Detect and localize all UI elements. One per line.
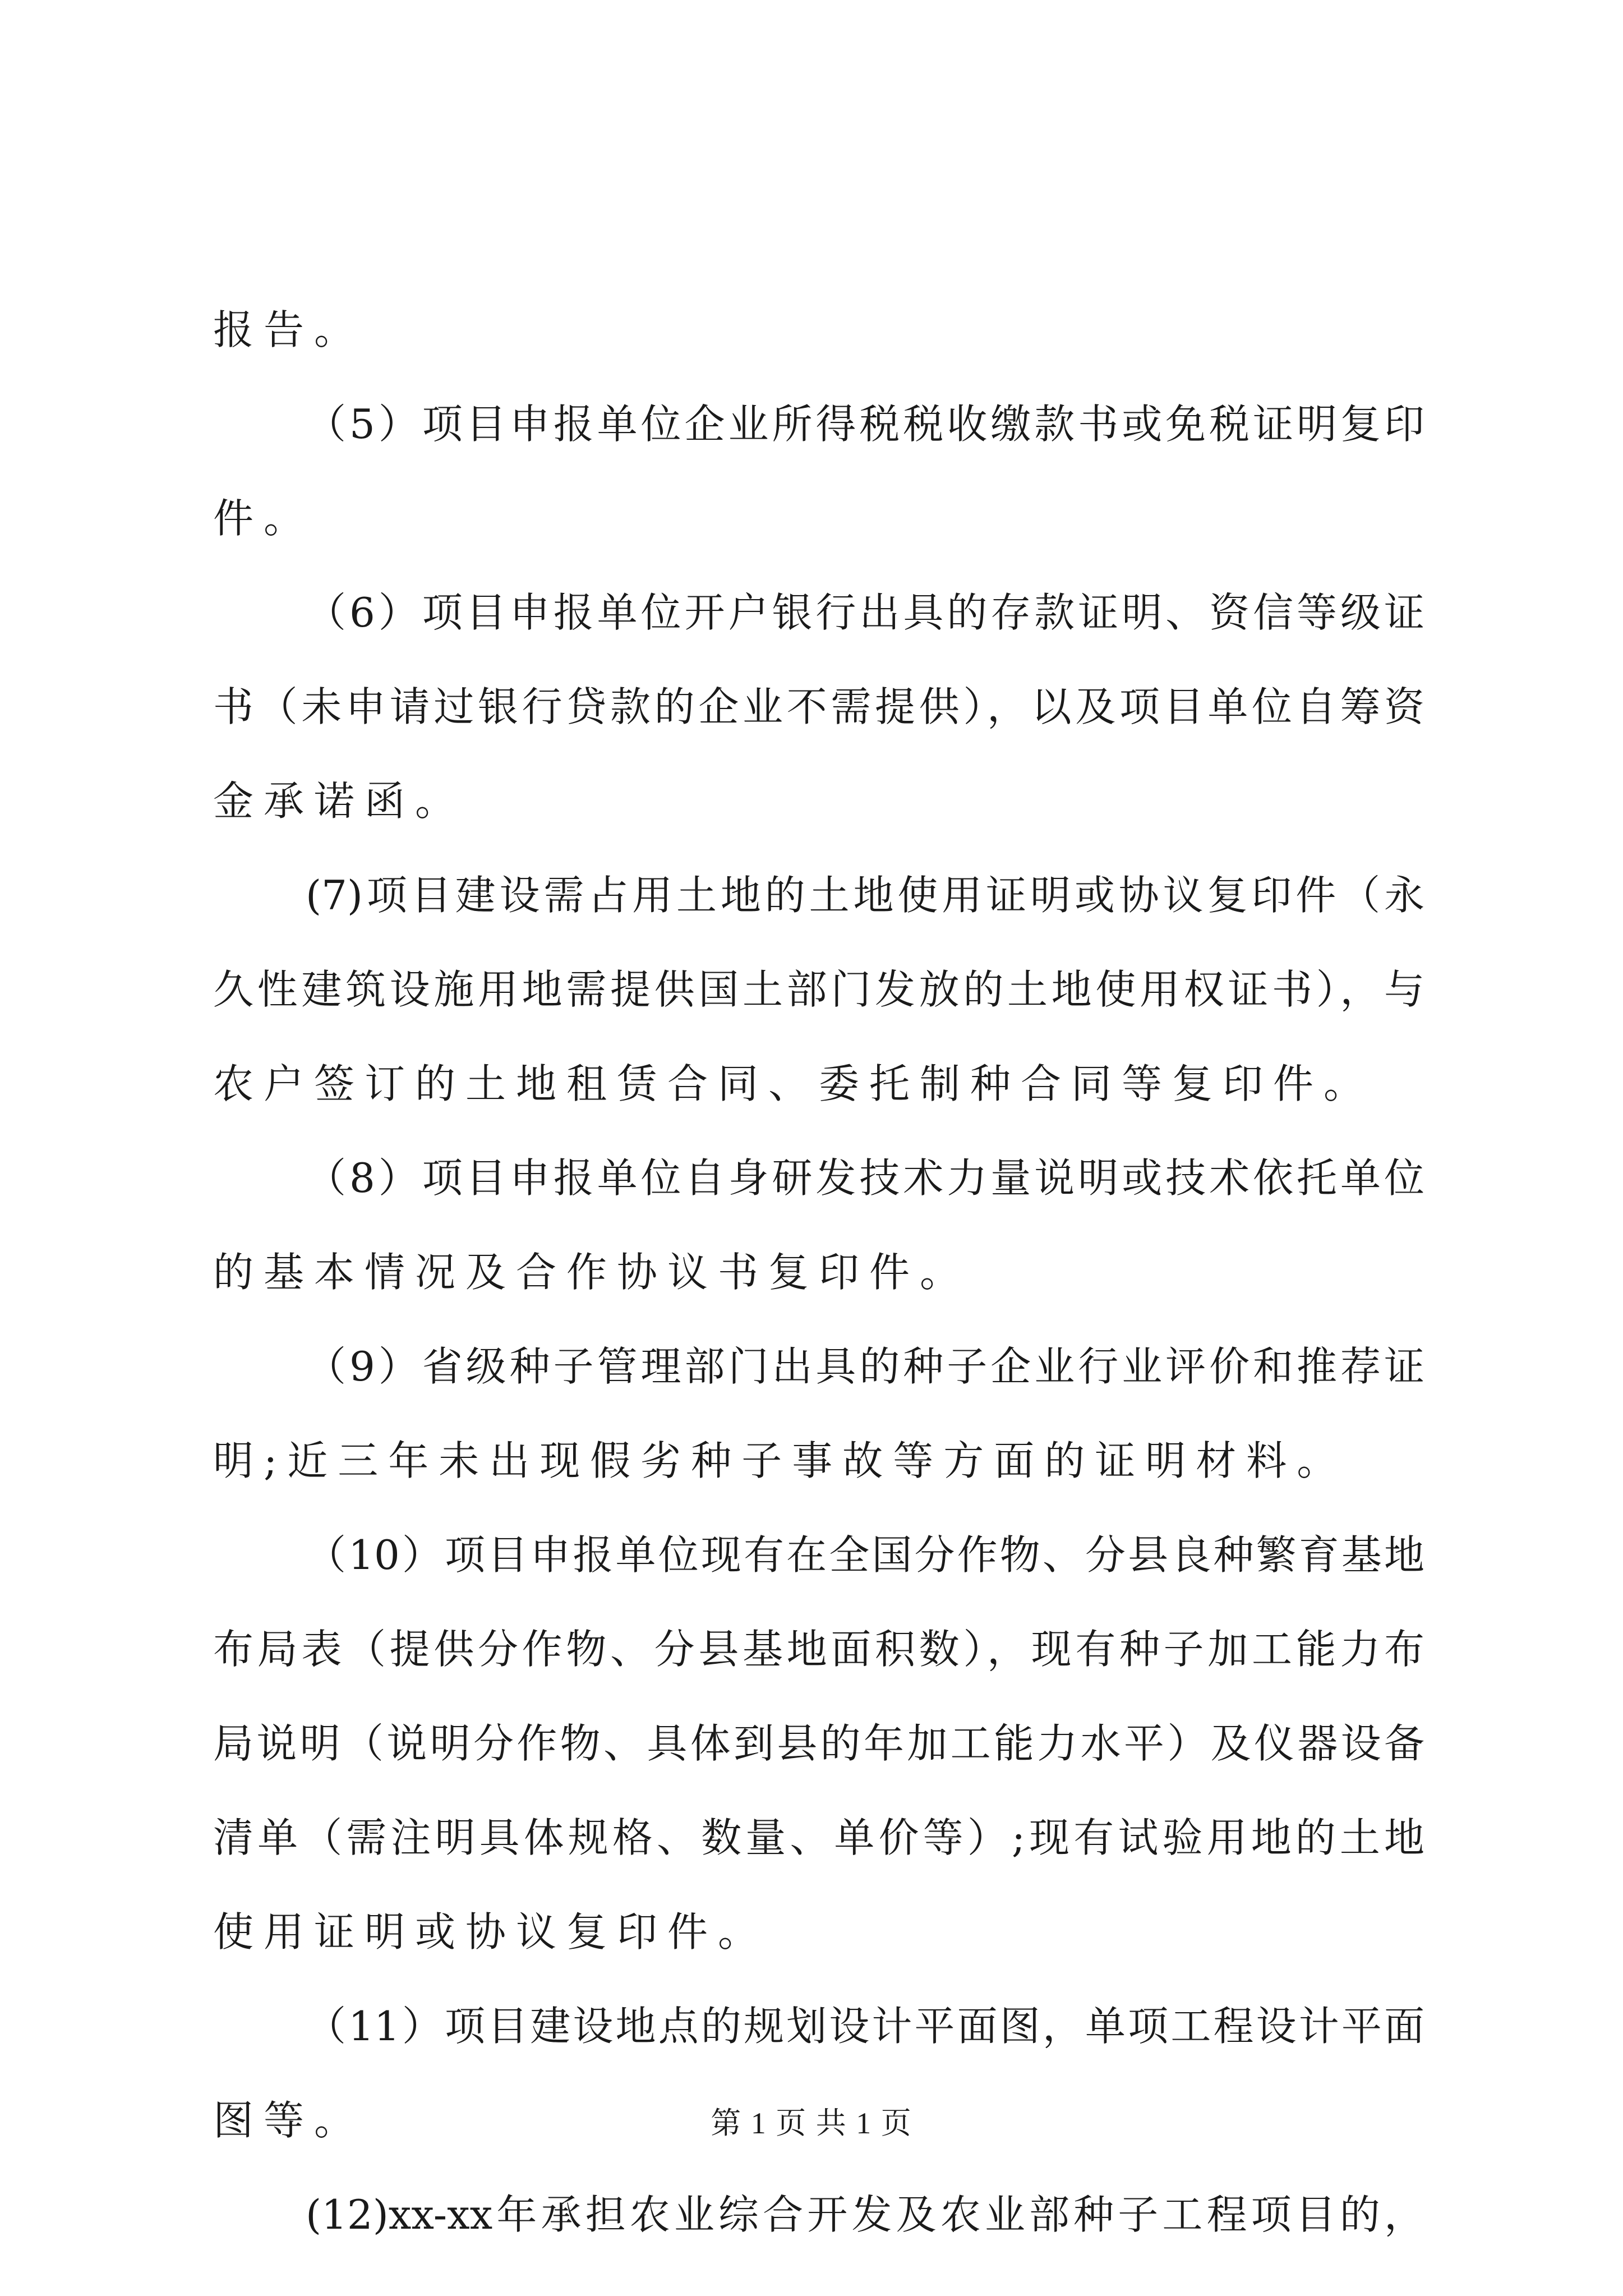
text-line: (12)xx-xx年承担农业综合开发及农业部种子工程项目的， [306,2191,1424,2238]
text-line: (7)项目建设需占用土地的土地使用证明或协议复印件（永 [306,872,1424,919]
text-line: 书（未申请过银行贷款的企业不需提供），以及项目单位自筹资 [213,683,1424,730]
text-line: （11）项目建设地点的规划设计平面图，单项工程设计平面 [306,2003,1424,2050]
text-line: 布局表（提供分作物、分县基地面积数），现有种子加工能力布 [213,1626,1424,1673]
text-line: 清单（需注明具体规格、数量、单价等）;现有试验用地的土地 [213,1814,1424,1861]
text-line: （10）项目申报单位现有在全国分作物、分县良种繁育基地 [306,1531,1424,1579]
text-line: 久性建筑设施用地需提供国土部门发放的土地使用权证书），与 [213,966,1424,1013]
text-line: 明;近三年未出现假劣种子事故等方面的证明材料。 [213,1437,1348,1484]
text-line: （6）项目申报单位开户银行出具的存款证明、资信等级证 [306,589,1424,636]
page-footer: 第 1 页 共 1 页 [711,2106,912,2140]
text-line: 图等。 [213,2097,365,2144]
text-line: 使用证明或协议复印件。 [213,1908,769,1955]
text-line: （8）项目申报单位自身研发技术力量说明或技术依托单位 [306,1154,1424,1202]
text-line: 农户签订的土地租赁合同、委托制种合同等复印件。 [213,1060,1375,1107]
text-line: 金承诺函。 [213,777,466,825]
text-line: 报告。 [213,306,365,353]
text-line: 的基本情况及合作协议书复印件。 [213,1249,971,1296]
text-line: 件。 [213,495,315,542]
text-line: （5）项目申报单位企业所得税税收缴款书或免税证明复印 [306,401,1424,448]
text-line: 局说明（说明分作物、具体到县的年加工能力水平）及仪器设备 [213,1720,1424,1767]
text-line: （9）省级种子管理部门出具的种子企业行业评价和推荐证 [306,1343,1424,1390]
